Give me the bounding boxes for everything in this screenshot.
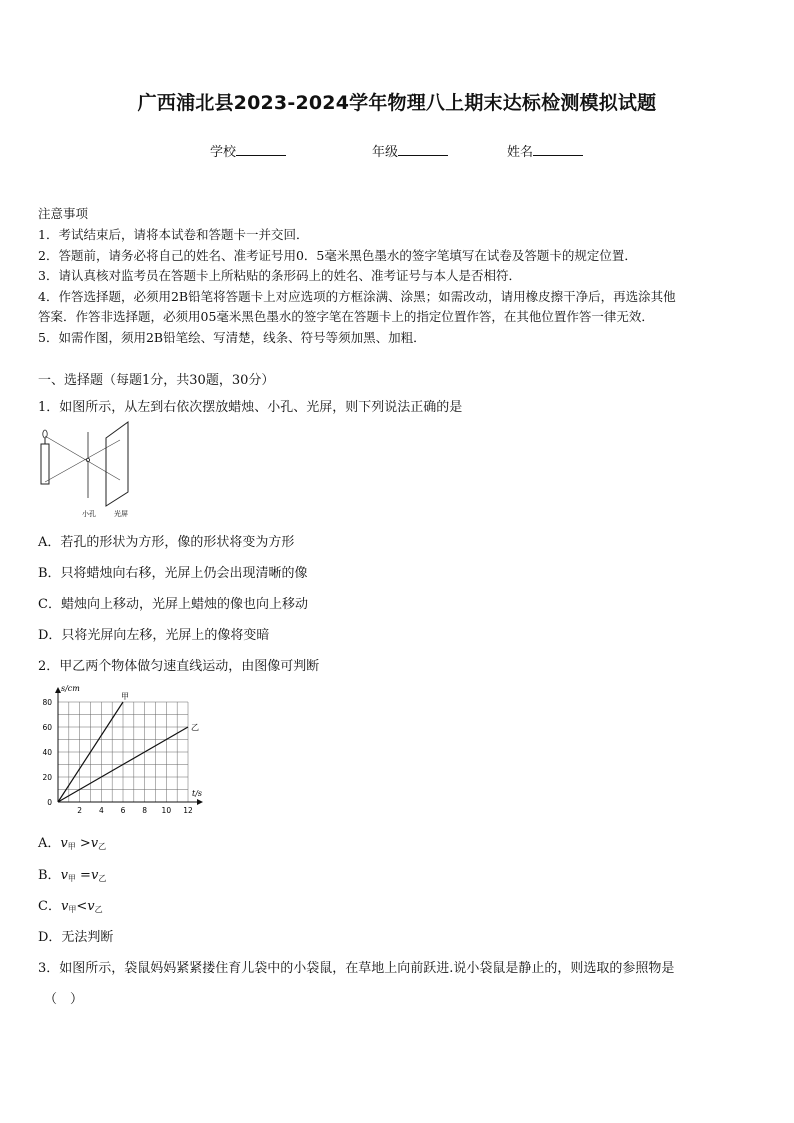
y-axis-label: s/cm bbox=[61, 684, 80, 693]
label-screen: 光屏 bbox=[114, 510, 128, 518]
q2-option-b: B．$v_甲 =v_乙$ bbox=[38, 868, 107, 883]
candle-body bbox=[41, 444, 49, 484]
x-tick-label: 10 bbox=[161, 806, 172, 815]
q1-stem: 1．如图所示，从左到右依次摆放蜡烛、小孔、光屏，则下列说法正确的是 bbox=[38, 400, 463, 415]
x-axis-label: t/s bbox=[192, 789, 203, 798]
x-tick-label: 12 bbox=[183, 806, 193, 815]
light-ray bbox=[45, 440, 120, 482]
q1-option-b: B．只将蜡烛向右移，光屏上仍会出现清晰的像 bbox=[38, 566, 308, 581]
school-blank bbox=[236, 143, 286, 156]
grade-blank bbox=[398, 143, 448, 156]
grade-field bbox=[372, 141, 448, 160]
name-field bbox=[507, 141, 583, 160]
notice-item: 2．答题前，请务必将自己的姓名、准考证号用0．5毫米黑色墨水的签字笔填写在试卷及答题卡的规定位置． bbox=[38, 248, 637, 263]
y-tick-label: 60 bbox=[42, 723, 52, 732]
label-hole: 小孔 bbox=[82, 510, 96, 518]
y-tick-label: 0 bbox=[47, 798, 52, 807]
x-tick-label: 4 bbox=[98, 806, 104, 815]
x-axis-arrow bbox=[197, 799, 203, 805]
screen bbox=[106, 422, 128, 506]
section-heading: 一、选择题（每题1分，共30题，30分） bbox=[38, 373, 275, 388]
x-tick-label: 8 bbox=[142, 806, 148, 815]
q1-option-c: C．蜡烛向上移动，光屏上蜡烛的像也向上移动 bbox=[38, 597, 308, 612]
y-tick-label: 20 bbox=[42, 773, 52, 782]
notice-item: 1．考试结束后，请将本试卷和答题卡一并交回． bbox=[38, 227, 309, 242]
notice-item: 4．作答选择题，必须用2B铅笔将答题卡上对应选项的方框涂满、涂黑；如需改动，请用橡皮擦干净后，再选涂其他 bbox=[38, 289, 676, 304]
notice-item: 3．请认真核对监考员在答题卡上所粘贴的条形码上的姓名、准考证号与本人是否相符． bbox=[38, 268, 521, 283]
notice-item: 5．如需作图，须用2B铅笔绘、写清楚，线条、符号等须加黑、加粗． bbox=[38, 330, 426, 345]
notice-heading: 注意事项 bbox=[38, 206, 89, 221]
grade-label: 年级 bbox=[372, 145, 399, 160]
q2-stem: 2．甲乙两个物体做匀速直线运动，由图像可判断 bbox=[38, 659, 320, 674]
s-t-chart bbox=[30, 684, 210, 824]
q2-option-a: A．$v_甲 >v_乙$ bbox=[38, 836, 107, 851]
q1-option-a: A．若孔的形状为方形，像的形状将变为方形 bbox=[38, 535, 295, 550]
light-ray bbox=[45, 436, 120, 480]
series-label: 甲 bbox=[121, 692, 129, 701]
name-blank bbox=[533, 143, 583, 156]
q1-option-d: D．只将光屏向左移，光屏上的像将变暗 bbox=[38, 628, 270, 643]
y-tick-label: 80 bbox=[42, 698, 52, 707]
q3-answer-paren: （ ） bbox=[44, 992, 84, 1007]
y-tick-label: 40 bbox=[42, 748, 52, 757]
q2-option-c: C．$v_甲<v_乙$ bbox=[38, 899, 103, 914]
x-tick-label: 2 bbox=[77, 806, 83, 815]
page-title: 广西浦北县2023-2024学年物理八上期末达标检测模拟试题 bbox=[137, 92, 657, 114]
notice-item: 答案．作答非选择题，必须用05毫米黑色墨水的签字笔在答题卡上的指定位置作答，在其他位置作答一律无效． bbox=[38, 309, 654, 324]
x-tick-label: 6 bbox=[120, 806, 126, 815]
name-label: 姓名 bbox=[507, 145, 534, 160]
school-field bbox=[210, 141, 286, 160]
pinhole-figure bbox=[36, 420, 146, 520]
series-label: 乙 bbox=[191, 723, 199, 732]
q2-option-d: D．无法判断 bbox=[38, 930, 114, 945]
q3-stem: 3．如图所示，袋鼠妈妈紧紧搂住育儿袋中的小袋鼠，在草地上向前跃进.说小袋鼠是静止的，则选取的参照物是 bbox=[38, 961, 675, 976]
school-label: 学校 bbox=[210, 145, 237, 160]
